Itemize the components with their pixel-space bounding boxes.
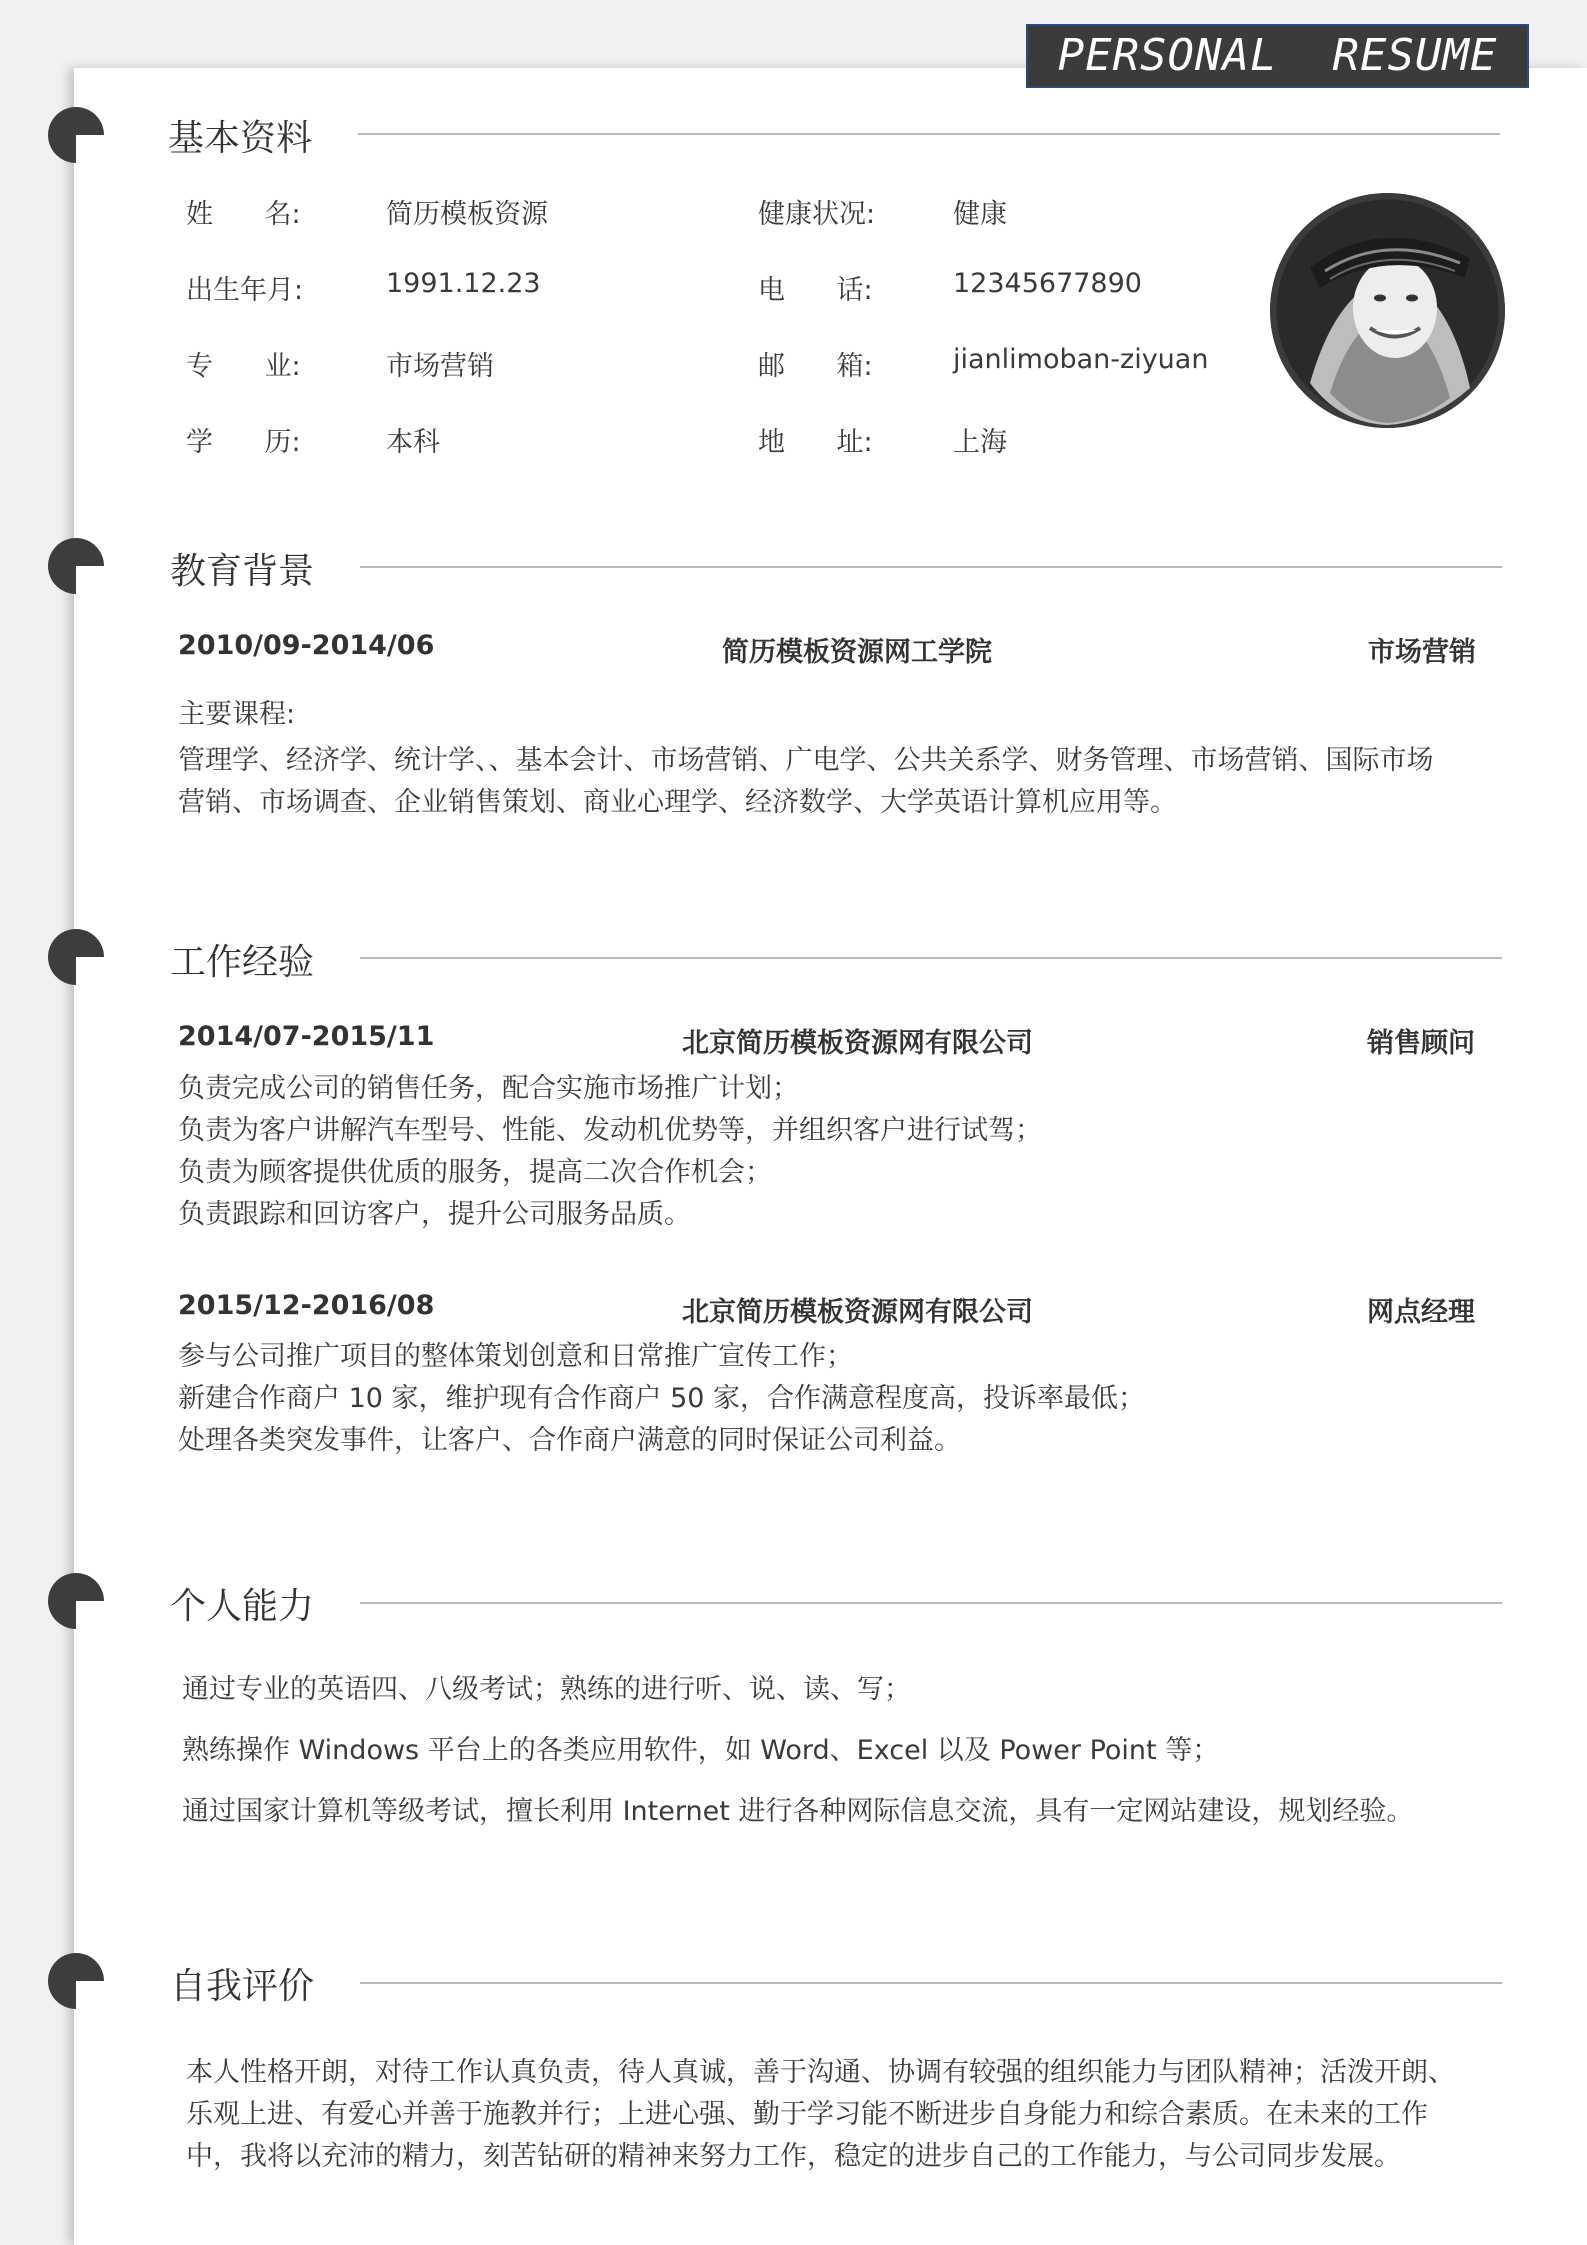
field-label-birth: 出生年月: (186, 275, 304, 306)
education-school: 简历模板资源网工学院 (722, 637, 992, 668)
education-course-list (178, 740, 1434, 824)
field-value-email: jianlimoban-ziyuan (953, 344, 1209, 375)
field-value-health: 健康 (953, 199, 1007, 230)
field-value-major: 市场营销 (386, 351, 494, 382)
self-evaluation (186, 2052, 1455, 2178)
job-date: 2014/07-2015/11 (178, 1021, 435, 1052)
profile-photo (1270, 193, 1505, 428)
resume-banner: PERSONAL RESUME (1026, 24, 1529, 88)
section-marker-icon (48, 1953, 104, 2009)
self-line: 乐观上进、有爱心并善于施教并行；上进心强、勤于学习能不断进步自身能力和综合素质。在未来的工作 (186, 2099, 1428, 2130)
job-role: 销售顾问 (1367, 1028, 1475, 1059)
section-marker-icon (48, 538, 104, 594)
field-value-phone: 12345677890 (953, 268, 1142, 299)
duty-line: 负责为客户讲解汽车型号、性能、发动机优势等，并组织客户进行试驾； (178, 1115, 1042, 1146)
field-label-major: 专 业: (186, 351, 301, 382)
course-line: 营销、市场调查、企业销售策划、商业心理学、经济数学、大学英语计算机应用等。 (178, 787, 1177, 818)
education-date: 2010/09-2014/06 (178, 630, 435, 661)
skill-line: 通过专业的英语四、八级考试；熟练的进行听、说、读、写； (182, 1674, 911, 1705)
section-marker-icon (48, 107, 104, 163)
duty-line: 参与公司推广项目的整体策划创意和日常推广宣传工作； (178, 1341, 853, 1372)
section-title-education: 教育背景 (170, 551, 315, 592)
education-course-label: 主要课程: (178, 699, 296, 730)
job-company: 北京简历模板资源网有限公司 (682, 1028, 1033, 1059)
section-title-skills: 个人能力 (170, 1586, 315, 1627)
section-divider (360, 957, 1502, 959)
duty-line: 负责为顾客提供优质的服务，提高二次合作机会； (178, 1157, 772, 1188)
duty-line: 处理各类突发事件，让客户、合作商户满意的同时保证公司利益。 (178, 1425, 961, 1456)
section-title-basic: 基本资料 (168, 118, 313, 159)
field-label-health: 健康状况: (758, 199, 876, 230)
field-label-phone: 电 话: (758, 275, 873, 306)
job-company: 北京简历模板资源网有限公司 (682, 1297, 1033, 1328)
duty-line: 负责跟踪和回访客户，提升公司服务品质。 (178, 1199, 691, 1230)
skill-line: 熟练操作 Windows 平台上的各类应用软件，如 Word、Excel 以及 Power Point 等； (182, 1735, 1220, 1766)
section-title-work: 工作经验 (170, 942, 315, 983)
field-label-name: 姓 名: (186, 199, 301, 230)
section-divider (360, 1982, 1502, 1984)
education-major: 市场营销 (1368, 637, 1476, 668)
field-label-address: 地 址: (758, 427, 873, 458)
section-divider (360, 566, 1502, 568)
course-line: 管理学、经济学、统计学、、基本会计、市场营销、广电学、公共关系学、财务管理、市场营销、国际市场 (178, 745, 1434, 776)
field-value-birth: 1991.12.23 (386, 268, 541, 299)
field-value-degree: 本科 (386, 427, 440, 458)
duty-line: 负责完成公司的销售任务，配合实施市场推广计划； (178, 1073, 799, 1104)
section-divider (360, 1602, 1502, 1604)
self-line: 中，我将以充沛的精力，刻苦钻研的精神来努力工作，稳定的进步自己的工作能力，与公司同步发展。 (186, 2141, 1401, 2172)
job-duties (178, 1336, 1145, 1462)
skill-line: 通过国家计算机等级考试，擅长利用 Internet 进行各种网际信息交流，具有一定网站建设，规划经验。 (182, 1796, 1414, 1827)
field-label-email: 邮 箱: (758, 351, 873, 382)
job-role: 网点经理 (1367, 1297, 1475, 1328)
job-date: 2015/12-2016/08 (178, 1290, 435, 1321)
self-line: 本人性格开朗，对待工作认真负责，待人真诚，善于沟通、协调有较强的组织能力与团队精神；活泼开朗、 (186, 2057, 1455, 2088)
field-label-degree: 学 历: (186, 427, 301, 458)
duty-line: 新建合作商户 10 家，维护现有合作商户 50 家，合作满意程度高，投诉率最低； (178, 1383, 1146, 1414)
section-marker-icon (48, 929, 104, 985)
section-title-self: 自我评价 (170, 1966, 315, 2007)
field-value-address: 上海 (953, 427, 1007, 458)
section-marker-icon (48, 1573, 104, 1629)
section-divider (358, 133, 1500, 135)
field-value-name: 简历模板资源 (386, 199, 548, 230)
job-duties (178, 1068, 1042, 1236)
